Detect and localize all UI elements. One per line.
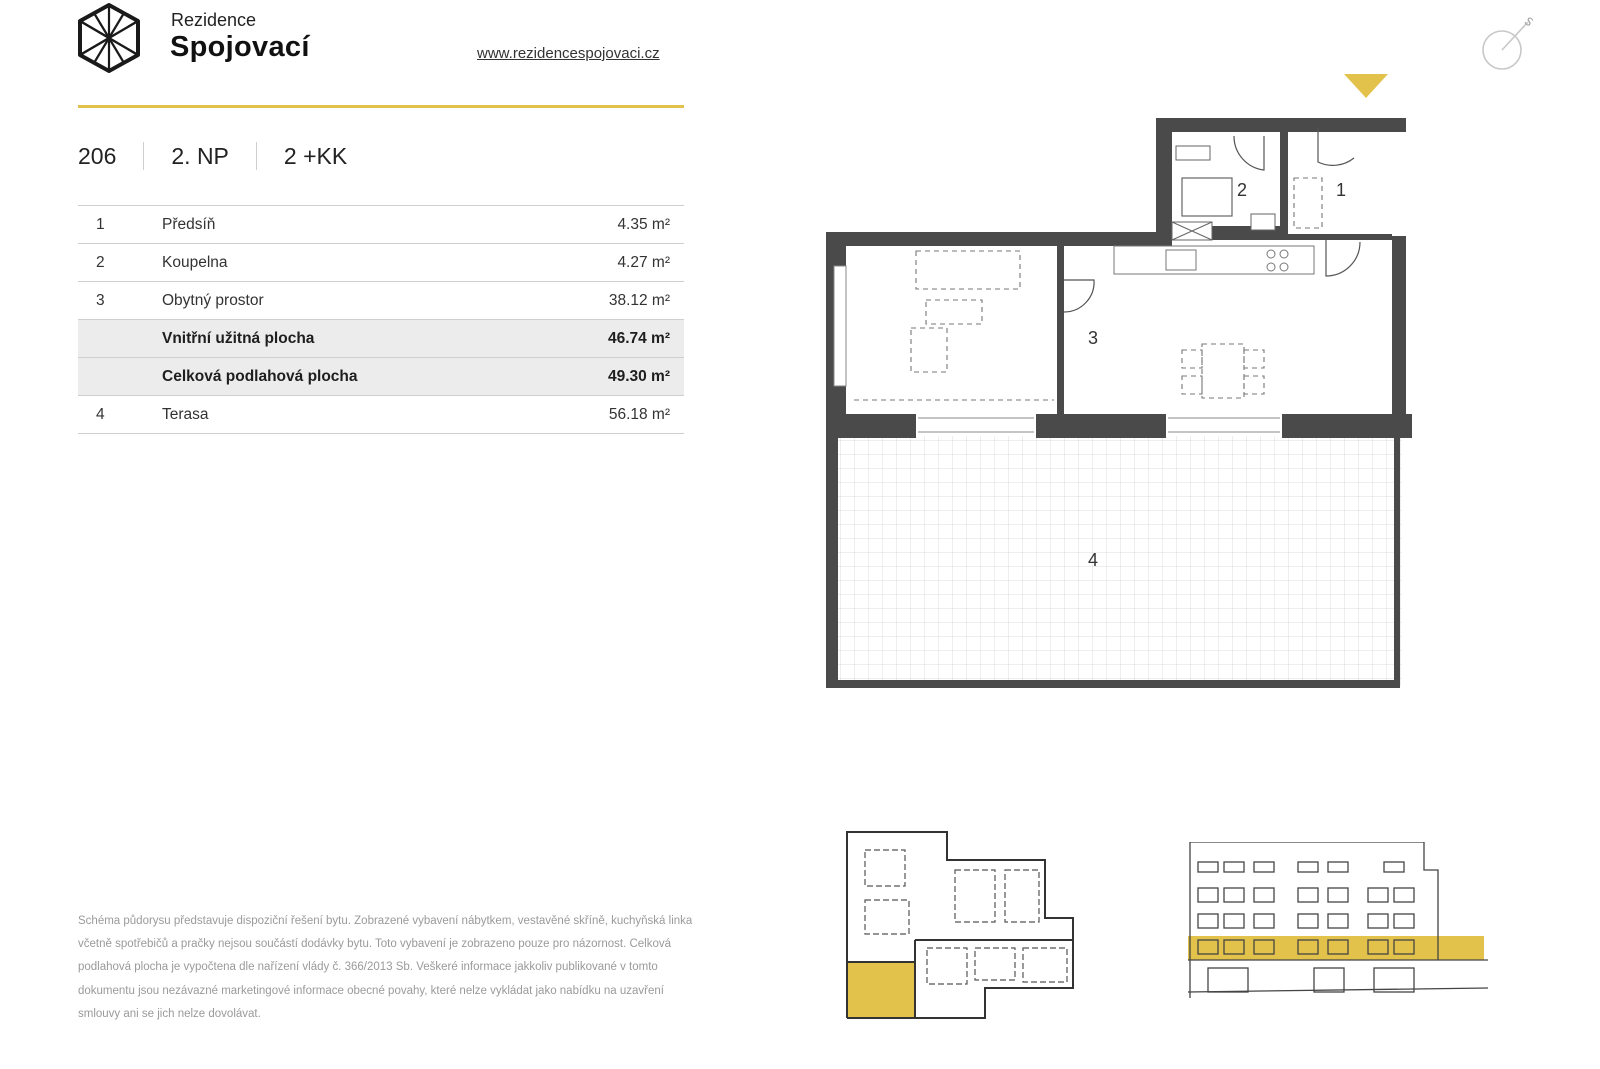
disclaimer-text: Schéma půdorysu představuje dispoziční řešení bytu. Zobrazené vybavení nábytkem, vestavěné skříně, kuchyňská linka včetně spotřebičů a pračky nejsou součástí dodávky bytu. Toto vybavení je zobrazeno pouze pro názornost. Celková podlahová plocha je vypočtena dle nařízení vlády č. 366/2013 Sb. Veškeré informace jakkoliv publikované v tomto dokumentu jsou nezávazné marketingové informace obecné povahy, které nelze vykládat jako nabídku na uzavření smlouvy ani se jich nelze dovolávat. bbox=[78, 915, 693, 1020]
room-label-2: 2 bbox=[1237, 180, 1248, 200]
unit-header bbox=[78, 140, 374, 172]
room-label-1: 1 bbox=[1336, 180, 1347, 200]
room-name: Předsíň bbox=[162, 206, 538, 244]
compass-icon bbox=[1480, 12, 1540, 76]
room-label-3: 3 bbox=[1088, 328, 1099, 348]
brand-name-line1: Rezidence bbox=[171, 10, 257, 30]
table-row bbox=[78, 244, 684, 282]
room-number: 2 bbox=[78, 244, 162, 282]
room-area: 4.35 m² bbox=[538, 206, 684, 244]
room-area: 4.27 m² bbox=[538, 244, 684, 282]
floor-plan-drawing bbox=[826, 118, 1422, 708]
compass-north-label: S bbox=[1521, 14, 1536, 30]
unit-highlight bbox=[847, 962, 915, 1018]
table-row bbox=[78, 206, 684, 244]
room-number: 4 bbox=[78, 396, 162, 434]
room-number: 1 bbox=[78, 206, 162, 244]
room-area-table bbox=[78, 205, 684, 434]
table-row bbox=[78, 396, 684, 434]
room-area: 56.18 m² bbox=[538, 396, 684, 434]
room-name: Obytný prostor bbox=[162, 282, 538, 320]
floor-plan bbox=[826, 118, 1422, 708]
unit-floor: 2. NP bbox=[143, 142, 256, 170]
summary-row-interior bbox=[78, 320, 684, 358]
room-name: Koupelna bbox=[162, 244, 538, 282]
terrace-tiles bbox=[830, 436, 1402, 686]
brand-name-line2: Spojovací bbox=[170, 31, 310, 63]
entrance-arrow-icon bbox=[1344, 74, 1388, 100]
summary-area: 46.74 m² bbox=[538, 320, 684, 358]
facade-elevation-diagram bbox=[1188, 842, 1498, 1012]
summary-area: 49.30 m² bbox=[538, 358, 684, 396]
summary-label: Celková podlahová plocha bbox=[162, 358, 538, 396]
summary-row-total bbox=[78, 358, 684, 396]
website-link[interactable]: www.rezidencespojovaci.cz bbox=[477, 45, 660, 62]
summary-label: Vnitřní užitná plocha bbox=[162, 320, 538, 358]
table-row bbox=[78, 282, 684, 320]
unit-number: 206 bbox=[78, 143, 117, 169]
cube-logo-icon bbox=[76, 2, 142, 74]
room-area: 38.12 m² bbox=[538, 282, 684, 320]
room-name: Terasa bbox=[162, 396, 538, 434]
room-number: 3 bbox=[78, 282, 162, 320]
room-label-4: 4 bbox=[1088, 550, 1099, 570]
key-plan-diagram bbox=[845, 830, 1081, 1020]
unit-layout: 2 +KK bbox=[256, 142, 374, 170]
accent-divider bbox=[78, 105, 684, 108]
